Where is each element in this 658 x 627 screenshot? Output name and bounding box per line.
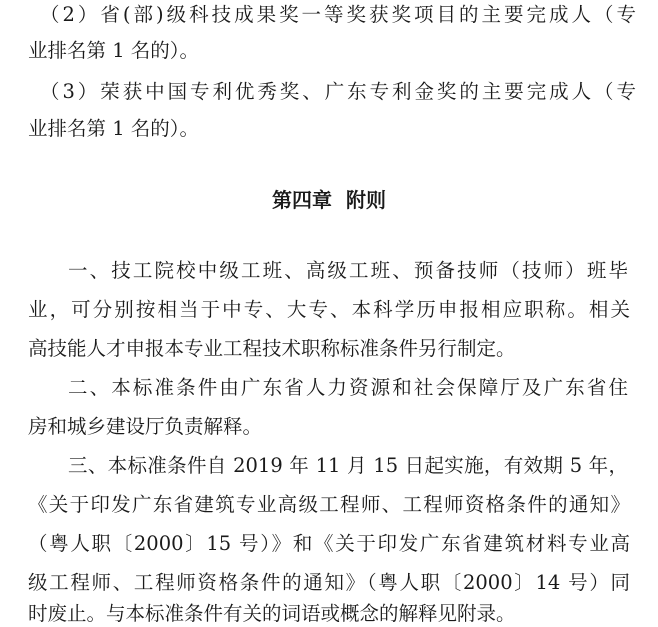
para-3-line-5: 时废止。与本标准条件有关的词语或概念的解释见附录。 xyxy=(28,602,516,625)
item-3-line-2: 业排名第 1 名的）。 xyxy=(28,117,200,140)
para-1-line-1: 一、技工院校中级工班、高级工班、预备技师（技师）班毕 xyxy=(68,259,628,282)
para-1-line-3: 高技能人才申报本专业工程技术职称标准条件另行制定。 xyxy=(28,337,516,360)
para-2-line-1: 二、本标准条件由广东省人力资源和社会保障厅及广东省住 xyxy=(68,376,628,399)
para-2-line-2: 房和城乡建设厅负责解释。 xyxy=(28,415,263,438)
para-3-line-2: 《关于印发广东省建筑专业高级工程师、工程师资格条件的通知》 xyxy=(28,493,630,516)
item-2-line-1: （2）省(部)级科技成果奖一等奖获奖项目的主要完成人（专 xyxy=(40,3,636,26)
item-3-line-1: （3）荣获中国专利优秀奖、广东专利金奖的主要完成人（专 xyxy=(40,80,636,103)
para-1-line-2: 业，可分别按相当于中专、大专、本科学历申报相应职称。相关 xyxy=(28,298,630,321)
para-3-line-1: 三、本标准条件自 2019 年 11 月 15 日起实施，有效期 5 年， xyxy=(68,454,628,477)
para-3-line-4: 级工程师、工程师资格条件的通知》（粤人职〔2000〕14 号）同 xyxy=(28,571,630,594)
item-2-line-2: 业排名第 1 名的）。 xyxy=(28,39,200,62)
chapter-title: 第四章 附则 xyxy=(272,188,386,212)
para-3-line-3: （粤人职〔2000〕15 号）》和《关于印发广东省建筑材料专业高 xyxy=(28,532,630,555)
